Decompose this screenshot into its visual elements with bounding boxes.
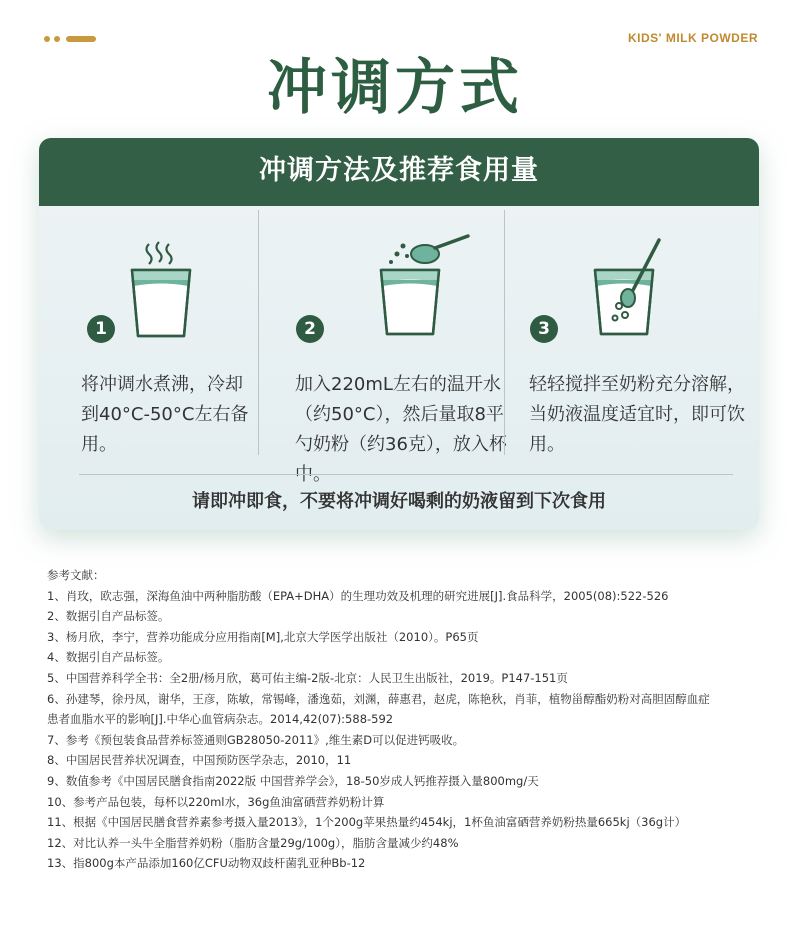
brand-label: KIDS' MILK POWDER bbox=[627, 31, 758, 45]
stirring-cup-icon bbox=[591, 236, 671, 340]
reference-item: 13、指800g本产品添加160亿CFU动物双歧杆菌乳亚种Bb-12 bbox=[47, 856, 366, 871]
references bbox=[47, 565, 767, 874]
reference-item: 2、数据引自产品标签。 bbox=[47, 609, 170, 624]
reference-item: 1、肖玫，欧志强，深海鱼油中两种脂肪酸（EPA+DHA）的生理功效及机理的研究进展[J].食品科学，2005(08):522-526 bbox=[47, 588, 669, 603]
page-title: 冲调方式 bbox=[267, 53, 523, 123]
step-number: 3 bbox=[530, 315, 558, 343]
step-description: 加入220mL左右的温开水（约50°C），然后量取8平勺奶粉（约36克），放入杯中。 bbox=[295, 374, 507, 485]
reference-item: 患者血脂水平的影响[J].中华心血管病杂志。2014,42(07):588-592 bbox=[47, 712, 394, 727]
divider bbox=[79, 474, 733, 475]
reference-item: 6、孙建琴，徐丹凤，谢华，王彦，陈敏，常锡峰，潘逸茹，刘渊，薛惠君，赵虎，陈艳秋，肖菲，植物甾醇酯奶粉对高胆固醇血症 bbox=[47, 691, 710, 706]
step-2 bbox=[279, 210, 519, 485]
reference-item: 4、数据引自产品标签。 bbox=[47, 650, 170, 665]
step-description: 将冲调水煮沸，冷却到40°C-50°C左右备用。 bbox=[81, 374, 249, 455]
reference-item: 3、杨月欣，李宁，营养功能成分应用指南[M],北京大学医学出版社（2010）。P65页 bbox=[47, 629, 479, 644]
reference-item: 11、根据《中国居民膳食营养素参考摄入量2013》，1个200g苹果热量约454kj，1杯鱼油富硒营养奶粉热量665kj（36g计） bbox=[47, 815, 687, 830]
step-1 bbox=[39, 210, 279, 460]
divider bbox=[504, 210, 505, 455]
scoop-cup-icon bbox=[371, 232, 471, 336]
step-3 bbox=[519, 210, 759, 460]
usage-note: 请即冲即食，不要将冲调好喝剩的奶液留到下次食用 bbox=[192, 491, 606, 512]
step-number: 2 bbox=[296, 315, 324, 343]
reference-item: 8、中国居民营养状况调查，中国预防医学杂志，2010，11 bbox=[47, 753, 352, 768]
reference-item: 7、参考《预包装食品营养标签通则GB28050-2011》,维生素D可以促进钙吸收。 bbox=[47, 732, 465, 747]
reference-item: 10、参考产品包装，每杯以220ml水，36g鱼油富硒营养奶粉计算 bbox=[47, 794, 385, 809]
steaming-cup-icon bbox=[129, 240, 193, 338]
divider bbox=[258, 210, 259, 455]
reference-item: 12、对比认养一头牛全脂营养奶粉（脂肪含量29g/100g），脂肪含量减少约48% bbox=[47, 835, 459, 850]
panel-heading: 冲调方法及推荐食用量 bbox=[39, 138, 759, 206]
step-description: 轻轻搅拌至奶粉充分溶解，当奶液温度适宜时，即可饮用。 bbox=[529, 374, 745, 455]
references-heading: 参考文献： bbox=[47, 568, 105, 582]
reference-item: 9、数值参考《中国居民膳食指南2022版 中国营养学会》，18-50岁成人钙推荐摄入量800mg/天 bbox=[47, 773, 539, 788]
reference-item: 5、中国营养科学全书：全2册/杨月欣，葛可佑主编-2版-北京：人民卫生出版社，2019。P147-151页 bbox=[47, 670, 568, 685]
preparation-panel bbox=[39, 138, 759, 530]
step-number: 1 bbox=[87, 315, 115, 343]
